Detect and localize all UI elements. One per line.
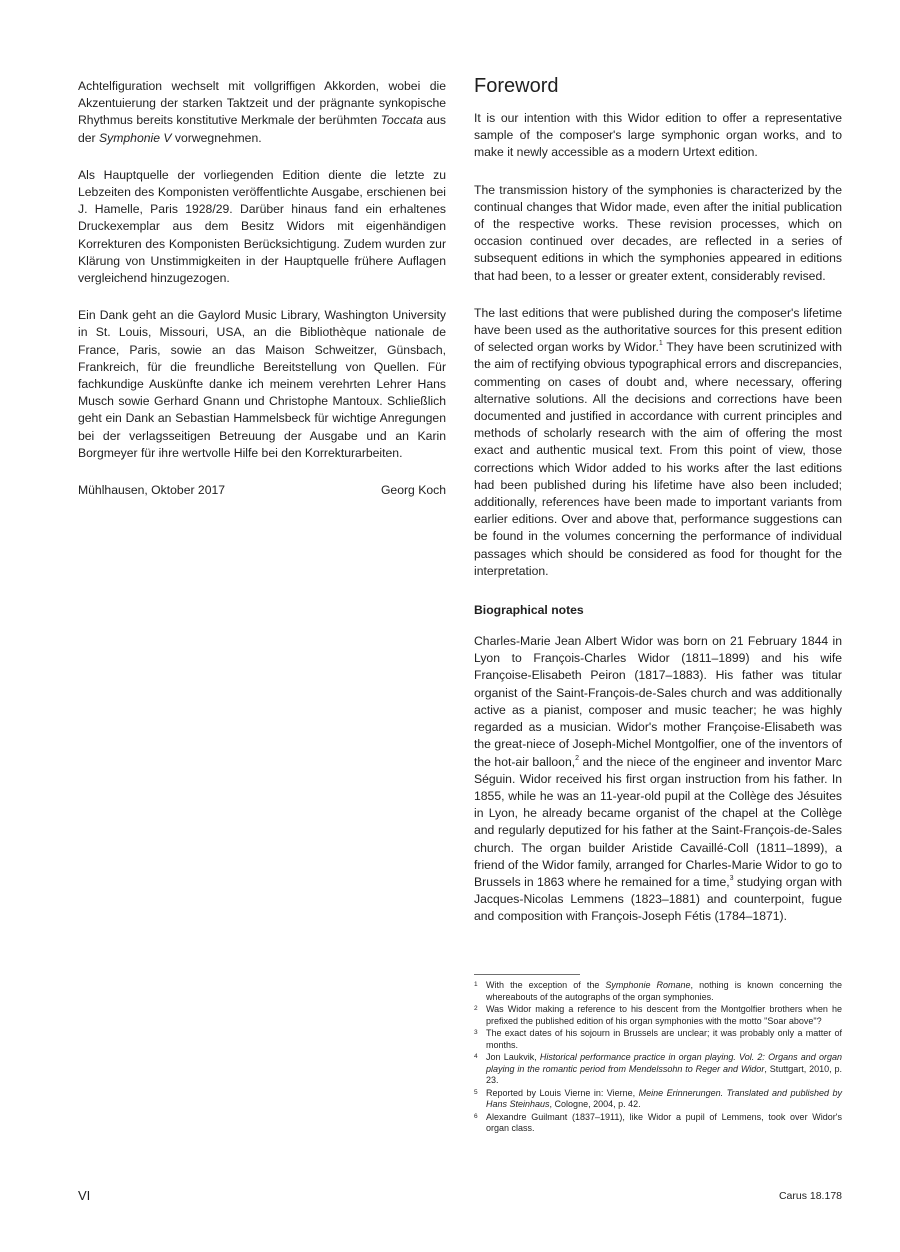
footnote-ref[interactable]: 1 (658, 340, 663, 348)
footnote-number: 1 (474, 981, 478, 988)
italic-title: Meine Erinnerungen. Translated and published by Hans Steinhaus (486, 1087, 842, 1109)
right-column (474, 72, 842, 946)
paragraph: It is our intention with this Widor edition to offer a representative sample of the composer's large symphonic organ works, and to make it newly accessible as a modern Urtext edition. (474, 111, 842, 160)
footnote-number: 5 (474, 1088, 478, 1096)
footnote (474, 980, 842, 1003)
footnote-number: 6 (474, 1112, 478, 1120)
text-run: They have been scrutinized with the aim of rectifying obvious typographical errors and discrepancies, commenting on cases of doubt and, where necessary, offering alternative solutions. All the decisions and corrections have been documented and justified in accordance with current principles and methods of scholarly research with the aim of offering the most exact and authentic musical text. From this point of view, those corrections which Widor added to his works after the last editions had been published during his lifetime have also been included; additionally, references have been made to important variants from earlier editions. Over and above that, performance suggestions can be found in the volumes concerning the performance of individual passages which should be considered as food for thought for the interpretation. (474, 340, 842, 578)
text-run: aus der (78, 113, 446, 145)
italic-title: Symphonie V (99, 130, 172, 145)
italic-title: Historical performance practice in organ playing. Vol. 2: Organs and organ playing in the romantic period from Mendelssohn to Reger and Widor (486, 1052, 842, 1074)
text-run: Charles-Marie Jean Albert Widor was born on 21 February 1844 in Lyon to François-Charles Widor (1811–1899) and his wife Françoise-Elisabeth Peiron (1817–1883). His father was titular organist of the Saint-François-de-Sales church and was additionally active as a pianist, composer and music teacher; he was highly regarded as a musician. Widor's mother Françoise-Elisabeth was the great-niece of Joseph-Michel Montgolfier, one of the inventors of the hot-air balloon, (474, 634, 842, 769)
footnote-ref[interactable]: 2 (575, 754, 580, 762)
foreword-heading: Foreword (474, 75, 559, 97)
text-run: Reported by Louis Vierne in: Vierne, (486, 1087, 639, 1098)
text-run: , Cologne, 2004, p. 42. (549, 1099, 641, 1109)
paragraph (78, 78, 446, 147)
footnote-text (486, 1052, 842, 1087)
footnote-text: The exact dates of his sojourn in Brussels are unclear; it was probably only a matter of months. (486, 1028, 842, 1050)
author-name: Georg Koch (380, 483, 446, 498)
page-number: VI (78, 1188, 91, 1203)
left-column (78, 72, 446, 499)
footnote-divider (474, 974, 580, 975)
footnote-number: 3 (474, 1029, 478, 1036)
text-run: vorwegnehmen. (171, 130, 262, 145)
footnote (474, 1088, 842, 1111)
paragraph: Ein Dank geht an die Gaylord Music Library, Washington University in St. Louis, Missouri, USA, an die Bibliothèque nationale de France, Paris, sowie an das Maison Schweitzer, Günsbach, Frankreich, für die freundliche Bereitstellung von Quellen. Für fachkundige Auskünfte danke ich meinem verehrten Lehrer Hans Musch sowie Gerhard Gnann und Christophe Mantoux. Schließlich geht ein Dank an Sebastian Hammelsbeck für wichtige Anregungen bei der verlagsseitigen Betreuung der Ausgabe und an Karin Borgmeyer für ihre wertvolle Hilfe bei den Korrekturarbeiten. (78, 308, 446, 460)
paragraph: The transmission history of the symphonies is characterized by the continual changes that Widor made, even after the initial publication of the respective works. These revision processes, which on occasion continued over decades, are reflected in a series of subsequent editions in which the symphonies appeared in editions that had been, to a lesser or greater extent, considerably revised. (474, 182, 842, 283)
text-run: The last editions that were published during the composer's lifetime have been used as the authoritative sources for this present edition of selected organ works by Widor. (474, 305, 842, 355)
italic-title: Toccata (380, 113, 423, 128)
footnote-text (486, 980, 842, 1003)
text-run: Jon Laukvik, (486, 1052, 540, 1062)
place-date: Mühlhausen, Oktober 2017 (78, 483, 226, 498)
footnotes (474, 974, 842, 1136)
footnote (474, 1052, 842, 1087)
text-run: studying organ with Jacques-Nicolas Lemmens (1823–1881) and counterpoint, fugue and composition with François-Joseph Fétis (1784–1871). (474, 874, 842, 924)
text-run: , Stuttgart, 2010, p. 23. (486, 1063, 842, 1085)
footnote-text (486, 1088, 842, 1111)
footnote (474, 1112, 842, 1135)
text-run: With the exception of the (486, 980, 606, 990)
footnote-text: Was Widor making a reference to his descent from the Montgolfier brothers when he prefixed the published edition of his organ symphonies with the motto "Soar above"? (486, 1004, 842, 1026)
footnote-number: 4 (474, 1053, 478, 1060)
text-run: , nothing is known concerning the whereabouts of the autographs of the organ symphonies. (486, 980, 842, 1002)
paragraph (474, 305, 842, 580)
footnote-text: Alexandre Guilmant (1837–1911), like Widor a pupil of Lemmens, took over Widor's organ class. (486, 1111, 842, 1133)
paragraph: Als Hauptquelle der vorliegenden Edition diente die letzte zu Lebzeiten des Komponisten veröffentlichte Ausgabe, erschienen bei J. Hamelle, Paris 1928/29. Darüber hinaus fand ein erhaltenes Druckexemplar aus dem Besitz Widors mit eigenhändigen Korrekturen des Komponisten Berücksichtigung. Zudem wurden zur Klärung von Unstimmigkeiten in der Hauptquelle frühere Auflagen vergleichend hinzugezogen. (78, 167, 446, 286)
footnote (474, 1028, 842, 1051)
text-run: Achtelfiguration wechselt mit vollgriffigen Akkorden, wobei die Akzentuierung der starken Taktzeit und der prägnante synkopische Rhythmus bereits konstitutive Merkmale der berühmten (78, 79, 446, 128)
section-heading: Biographical notes (474, 603, 584, 618)
signature-line (78, 482, 446, 499)
catalog-number: Carus 18.178 (778, 1190, 842, 1202)
text-run: and the niece of the engineer and inventor Marc Séguin. Widor received his first organ instruction from his father. In 1855, while he was an 11-year-old pupil at the Collège des Jésuites in Lyon, he already became organist of the chapel at the Collège and regularly deputized for his father at the Saint-François-de-Sales church. The organ builder Aristide Cavaillé-Coll (1811–1899), a friend of the Widor family, arranged for Charles-Marie Widor to go to Brussels in 1863 where he remained for a time, (474, 754, 842, 889)
footnote-ref[interactable]: 3 (729, 874, 734, 882)
italic-title: Symphonie Romane (605, 980, 691, 990)
footnote (474, 1004, 842, 1027)
footnote-number: 2 (474, 1005, 478, 1012)
paragraph (474, 633, 842, 925)
